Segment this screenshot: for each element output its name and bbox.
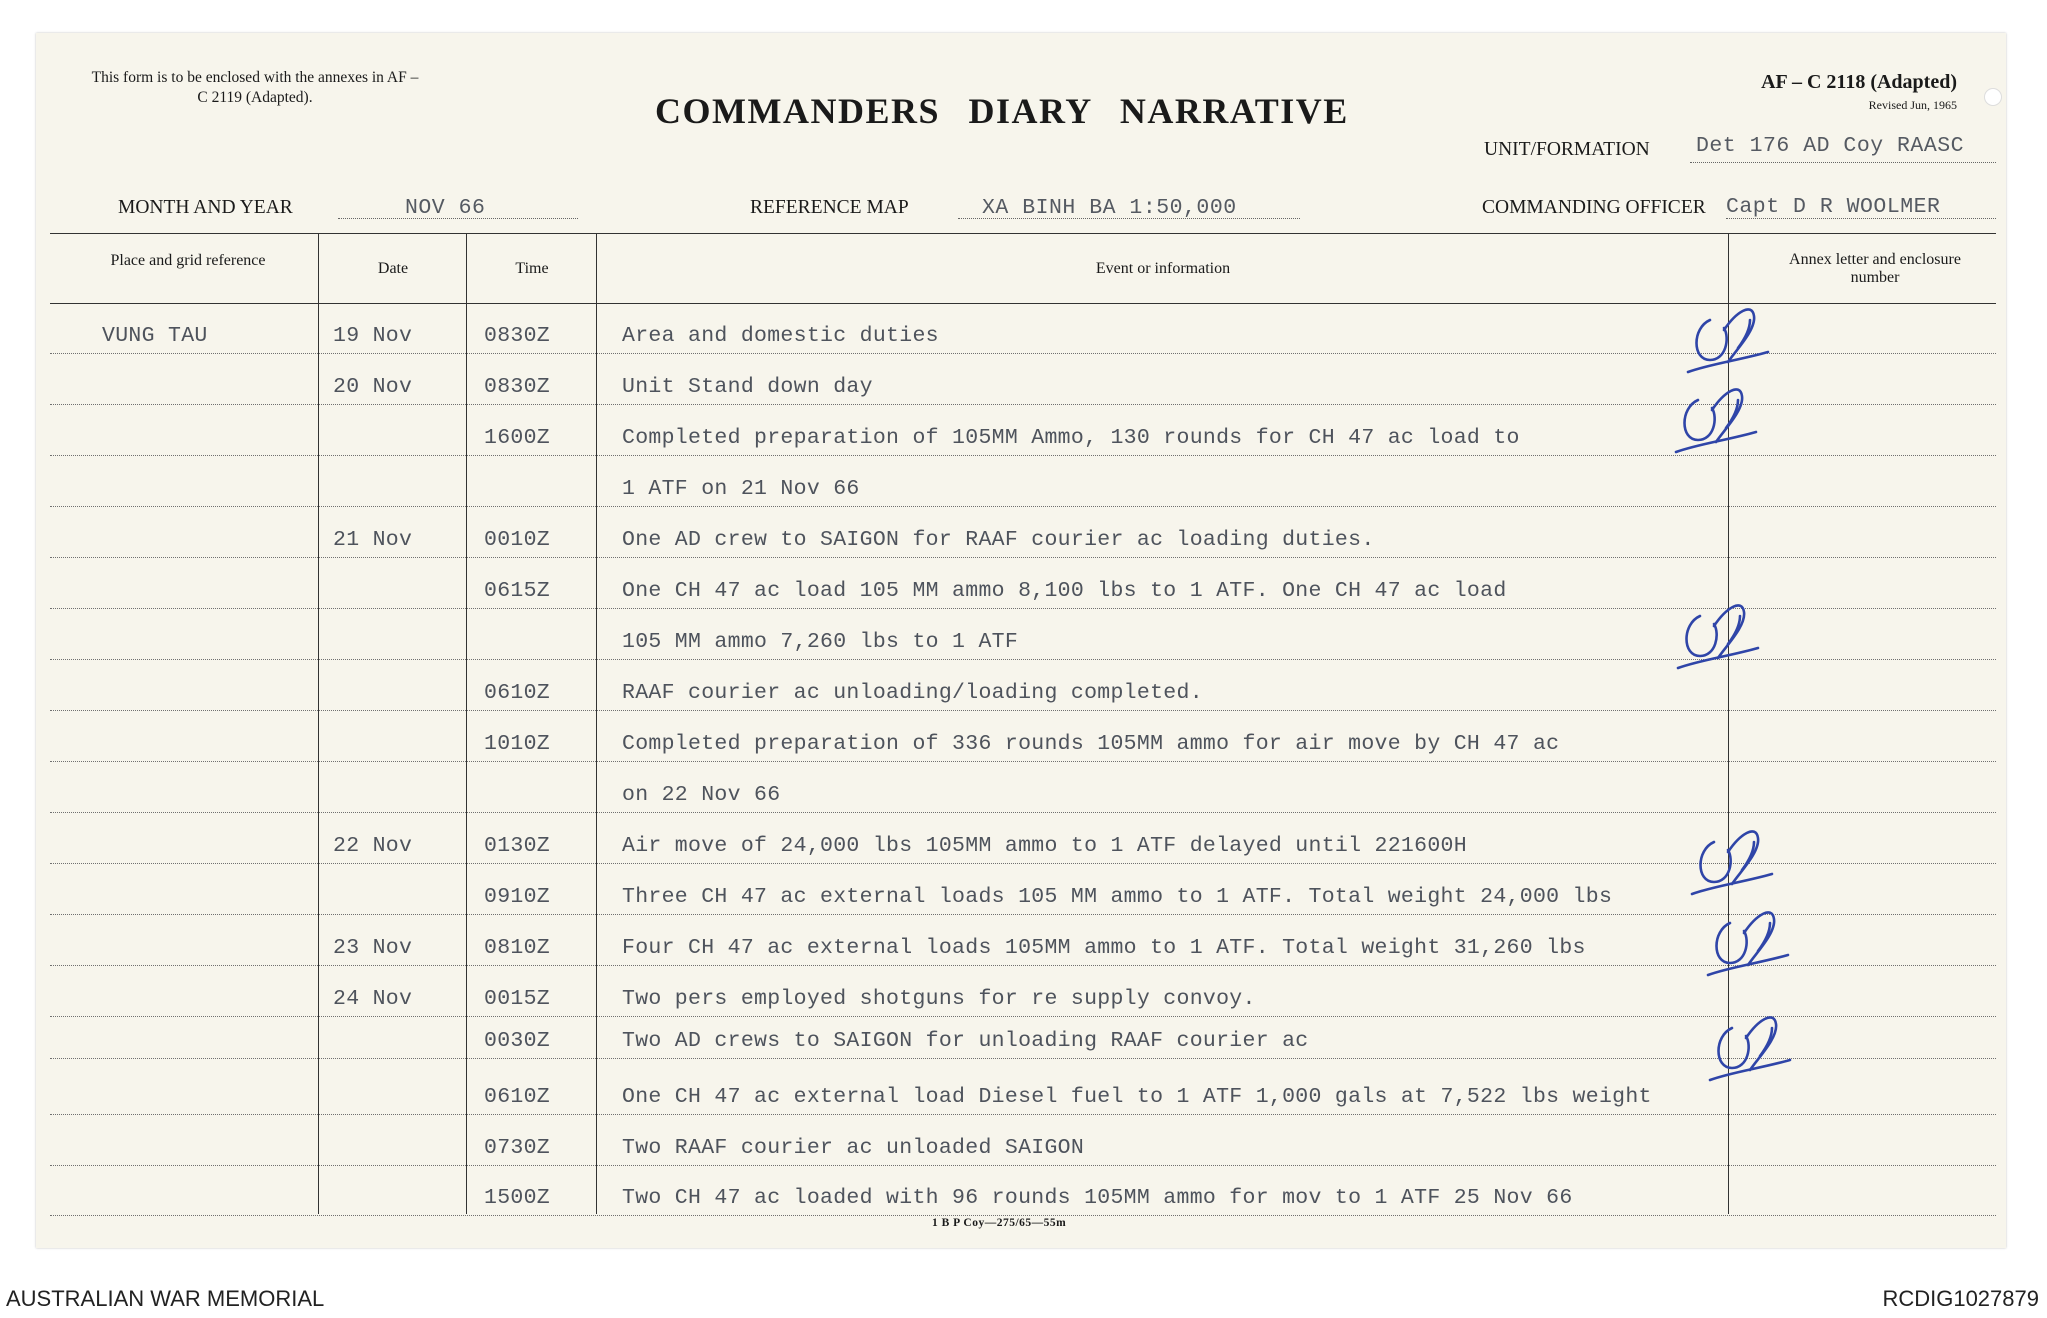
entry-event: 105 MM ammo 7,260 lbs to 1 ATF [622,630,1019,654]
unit-dots [1690,162,1996,163]
entry-event: Unit Stand down day [622,375,873,399]
row-rule [50,506,1996,507]
entry-event: 1 ATF on 21 Nov 66 [622,477,860,501]
entry-time: 0910Z [484,885,551,909]
handwritten-initials [1684,812,1776,904]
co-value: Capt D R WOOLMER [1726,195,1941,219]
entry-time: 0830Z [484,375,551,399]
entry-event: RAAF courier ac unloading/loading completed. [622,681,1203,705]
entry-time: 1500Z [484,1186,551,1210]
column-divider-event [596,234,597,1214]
entry-date: 22 Nov [333,834,413,858]
entry-time: 0810Z [484,936,551,960]
map-label: REFERENCE MAP [750,197,909,218]
entry-time: 0610Z [484,681,551,705]
handwritten-initials [1700,893,1792,985]
revised-date: Revised Jun, 1965 [1868,98,1957,112]
map-value: XA BINH BA 1:50,000 [982,196,1237,220]
archive-id: RCDIG1027879 [1882,1286,2039,1311]
entry-event: One AD crew to SAIGON for RAAF courier ac loading duties. [622,528,1375,552]
entry-event: One CH 47 ac external load Diesel fuel to 1 ATF 1,000 gals at 7,522 lbs weight [622,1085,1652,1109]
column-header-event: Event or information [1095,260,1231,277]
page-title: COMMANDERS DIARY NARRATIVE [655,91,1349,131]
entry-date: 23 Nov [333,936,413,960]
column-divider-date [318,234,319,1214]
entry-event: Two AD crews to SAIGON for unloading RAAF courier ac [622,1029,1309,1053]
punch-hole [1984,88,2002,106]
entry-event: One CH 47 ac load 105 MM ammo 8,100 lbs to 1 ATF. One CH 47 ac load [622,579,1507,603]
co-label: COMMANDING OFFICER [1482,197,1706,218]
column-header-annex: Annex letter and enclosure number [1789,251,1961,286]
month-value: NOV 66 [405,196,486,220]
column-header-date: Date [377,260,409,277]
entry-event: Area and domestic duties [622,324,939,348]
handwritten-initials [1680,290,1772,382]
unit-label: UNIT/FORMATION [1484,139,1650,160]
entry-event: Three CH 47 ac external loads 105 MM ammo to 1 ATF. Total weight 24,000 lbs [622,885,1613,909]
entry-time: 0730Z [484,1136,551,1160]
entry-event: Completed preparation of 336 rounds 105MM ammo for air move by CH 47 ac [622,732,1560,756]
entry-time: 0030Z [484,1029,551,1053]
entry-time: 0010Z [484,528,551,552]
handwritten-initials [1668,370,1760,462]
entry-event: Two pers employed shotguns for re supply convoy. [622,987,1256,1011]
row-rule [50,1215,1996,1216]
entry-time: 1600Z [484,426,551,450]
entry-date: 24 Nov [333,987,413,1011]
entry-date: 19 Nov [333,324,413,348]
form-number: AF – C 2118 (Adapted) [1761,71,1957,93]
table-top-rule [50,233,1996,234]
column-header-time: Time [515,260,549,277]
entry-time: 0130Z [484,834,551,858]
entry-time: 1010Z [484,732,551,756]
entry-event: Air move of 24,000 lbs 105MM ammo to 1 ATF delayed until 221600H [622,834,1467,858]
row-rule [50,1114,1996,1115]
entry-date: 20 Nov [333,375,413,399]
handwritten-initials [1702,998,1794,1090]
entry-place: VUNG TAU [102,324,208,348]
row-rule [50,761,1996,762]
entry-time: 0830Z [484,324,551,348]
row-rule [50,557,1996,558]
handwritten-initials [1670,586,1762,678]
entry-event: Two CH 47 ac loaded with 96 rounds 105MM ammo for mov to 1 ATF 25 Nov 66 [622,1186,1573,1210]
archive-credit: AUSTRALIAN WAR MEMORIAL [6,1286,325,1311]
print-code: 1 B P Coy—275/65—55m [932,1217,1067,1229]
column-divider-time [466,234,467,1214]
row-rule [50,1165,1996,1166]
entry-time: 0610Z [484,1085,551,1109]
entry-event: Two RAAF courier ac unloaded SAIGON [622,1136,1085,1160]
entry-time: 0015Z [484,987,551,1011]
entry-time: 0615Z [484,579,551,603]
entry-event: on 22 Nov 66 [622,783,781,807]
column-header-place: Place and grid reference [110,252,266,269]
month-label: MONTH AND YEAR [118,197,293,218]
form-note: This form is to be enclosed with the annexes in AF – C 2119 (Adapted). [91,69,419,106]
entry-event: Four CH 47 ac external loads 105MM ammo to 1 ATF. Total weight 31,260 lbs [622,936,1586,960]
entry-date: 21 Nov [333,528,413,552]
unit-value: Det 176 AD Coy RAASC [1696,134,1965,158]
entry-event: Completed preparation of 105MM Ammo, 130 rounds for CH 47 ac load to [622,426,1520,450]
row-rule [50,710,1996,711]
